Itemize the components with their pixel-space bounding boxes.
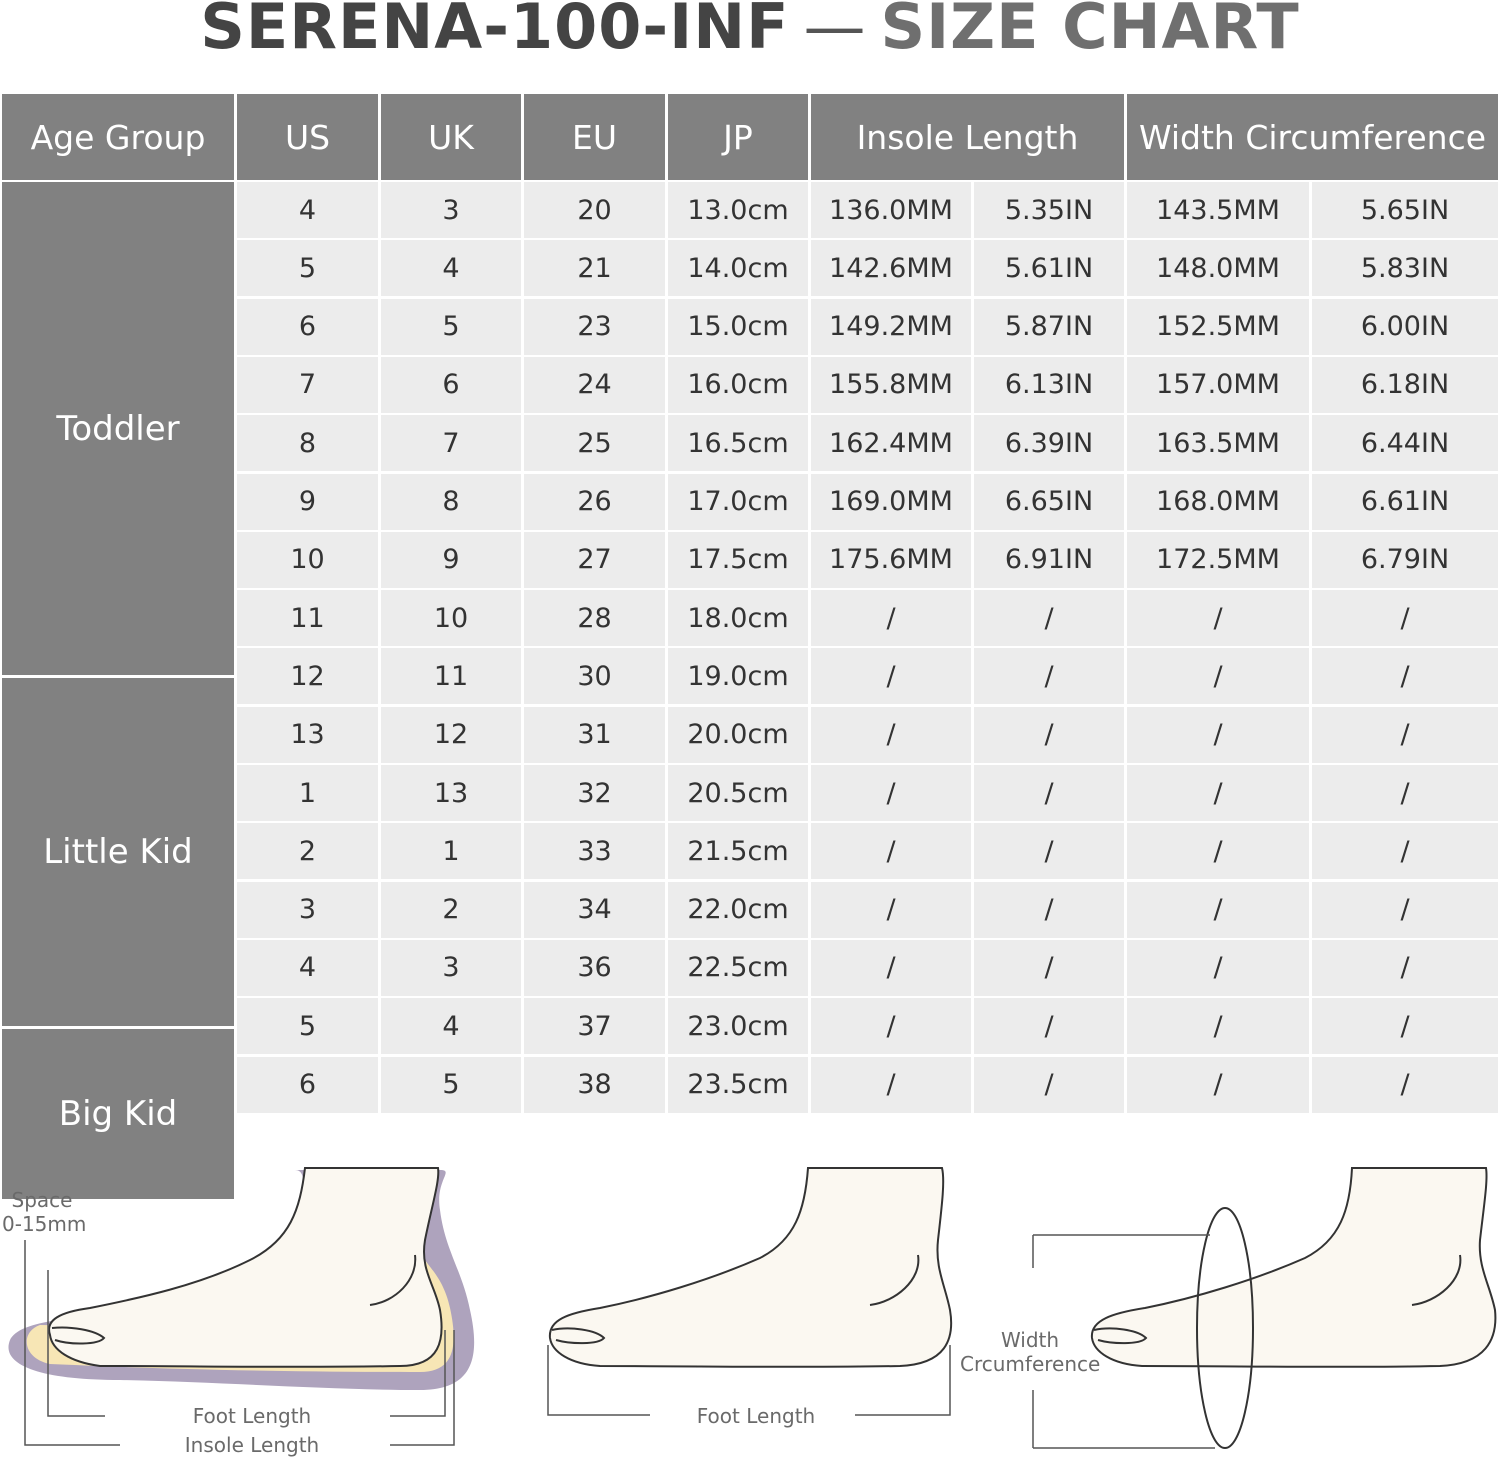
cell-insole-in: / [974, 998, 1124, 1054]
cell-insole-in: / [974, 765, 1124, 821]
cell-uk: 3 [381, 940, 521, 996]
cell-uk: 5 [381, 1057, 521, 1113]
cell-width-mm: 172.5MM [1127, 532, 1309, 588]
header-age-group: Age Group [2, 94, 234, 180]
cell-insole-mm: / [811, 998, 971, 1054]
cell-jp: 13.0cm [668, 182, 808, 238]
cell-us: 7 [237, 357, 378, 413]
width-circumference-diagram [1033, 1168, 1495, 1448]
cell-insole-in: 6.65IN [974, 474, 1124, 530]
cell-eu: 37 [524, 998, 665, 1054]
cell-uk: 10 [381, 590, 521, 646]
cell-width-in: 6.61IN [1312, 474, 1498, 530]
cell-width-in: / [1312, 940, 1498, 996]
cell-insole-mm: 136.0MM [811, 182, 971, 238]
cell-uk: 6 [381, 357, 521, 413]
cell-insole-mm: / [811, 882, 971, 938]
cell-uk: 7 [381, 415, 521, 471]
cell-jp: 18.0cm [668, 590, 808, 646]
cell-insole-in: 5.35IN [974, 182, 1124, 238]
cell-insole-in: 5.61IN [974, 240, 1124, 296]
header-us: US [237, 94, 378, 180]
cell-uk: 13 [381, 765, 521, 821]
cell-jp: 21.5cm [668, 823, 808, 879]
cell-width-in: 5.83IN [1312, 240, 1498, 296]
foot-length-label-2: Foot Length [696, 1404, 816, 1428]
cell-insole-mm: 162.4MM [811, 415, 971, 471]
cell-width-mm: 143.5MM [1127, 182, 1309, 238]
cell-insole-mm: / [811, 590, 971, 646]
cell-us: 8 [237, 415, 378, 471]
cell-width-in: / [1312, 765, 1498, 821]
cell-eu: 21 [524, 240, 665, 296]
cell-uk: 12 [381, 707, 521, 763]
cell-eu: 28 [524, 590, 665, 646]
cell-eu: 26 [524, 474, 665, 530]
cell-insole-mm: 175.6MM [811, 532, 971, 588]
group-little-kid: Little Kid [2, 678, 234, 1026]
cell-eu: 31 [524, 707, 665, 763]
header-width-circumference: Width Circumference [1127, 94, 1498, 180]
cell-uk: 4 [381, 240, 521, 296]
foot-length-label-1: Foot Length [192, 1404, 312, 1428]
page-title [0, 0, 1500, 63]
cell-width-mm: / [1127, 940, 1309, 996]
cell-width-in: / [1312, 590, 1498, 646]
cell-us: 1 [237, 765, 378, 821]
cell-jp: 23.5cm [668, 1057, 808, 1113]
cell-eu: 20 [524, 182, 665, 238]
cell-width-in: 5.65IN [1312, 182, 1498, 238]
cell-jp: 15.0cm [668, 299, 808, 355]
cell-insole-in: / [974, 940, 1124, 996]
insole-length-label: Insole Length [184, 1433, 320, 1457]
cell-eu: 24 [524, 357, 665, 413]
cell-jp: 17.0cm [668, 474, 808, 530]
group-big-kid: Big Kid [2, 1029, 234, 1199]
cell-jp: 17.5cm [668, 532, 808, 588]
cell-width-mm: / [1127, 765, 1309, 821]
cell-jp: 16.0cm [668, 357, 808, 413]
cell-insole-mm: / [811, 707, 971, 763]
cell-jp: 22.5cm [668, 940, 808, 996]
cell-insole-mm: 149.2MM [811, 299, 971, 355]
cell-width-mm: 163.5MM [1127, 415, 1309, 471]
title-model-code: SERENA-100-INF [200, 0, 790, 63]
cell-us: 10 [237, 532, 378, 588]
cell-width-in: 6.18IN [1312, 357, 1498, 413]
width-label: Width [1000, 1328, 1060, 1352]
cell-insole-mm: / [811, 940, 971, 996]
cell-insole-mm: / [811, 823, 971, 879]
cell-width-in: 6.00IN [1312, 299, 1498, 355]
cell-width-mm: / [1127, 648, 1309, 704]
cell-eu: 23 [524, 299, 665, 355]
cell-insole-in: 6.91IN [974, 532, 1124, 588]
cell-uk: 9 [381, 532, 521, 588]
cell-insole-mm: 142.6MM [811, 240, 971, 296]
cell-jp: 16.5cm [668, 415, 808, 471]
foot-measurement-illustrations [0, 1140, 1500, 1460]
cell-width-in: / [1312, 1057, 1498, 1113]
cell-jp: 19.0cm [668, 648, 808, 704]
cell-width-in: / [1312, 882, 1498, 938]
title-size-chart: SIZE CHART [880, 0, 1300, 63]
cell-us: 9 [237, 474, 378, 530]
cell-uk: 3 [381, 182, 521, 238]
space-value: 0-15mm [2, 1212, 87, 1236]
circumference-label: Crcumference [960, 1352, 1101, 1376]
cell-insole-in: 6.39IN [974, 415, 1124, 471]
cell-us: 2 [237, 823, 378, 879]
cell-uk: 5 [381, 299, 521, 355]
cell-us: 6 [237, 1057, 378, 1113]
cell-width-in: 6.79IN [1312, 532, 1498, 588]
cell-us: 4 [237, 940, 378, 996]
header-insole-length: Insole Length [811, 94, 1124, 180]
cell-insole-in: / [974, 590, 1124, 646]
cell-width-mm: / [1127, 590, 1309, 646]
cell-width-in: / [1312, 998, 1498, 1054]
cell-width-mm: / [1127, 823, 1309, 879]
cell-eu: 33 [524, 823, 665, 879]
cell-width-mm: / [1127, 1057, 1309, 1113]
cell-jp: 14.0cm [668, 240, 808, 296]
cell-us: 11 [237, 590, 378, 646]
cell-us: 13 [237, 707, 378, 763]
cell-insole-mm: 169.0MM [811, 474, 971, 530]
header-jp: JP [668, 94, 808, 180]
cell-insole-in: / [974, 648, 1124, 704]
cell-width-in: / [1312, 707, 1498, 763]
cell-insole-in: / [974, 707, 1124, 763]
cell-width-mm: / [1127, 707, 1309, 763]
cell-jp: 23.0cm [668, 998, 808, 1054]
cell-width-mm: 157.0MM [1127, 357, 1309, 413]
cell-uk: 8 [381, 474, 521, 530]
cell-width-mm: / [1127, 998, 1309, 1054]
cell-insole-in: 6.13IN [974, 357, 1124, 413]
group-toddler: Toddler [2, 182, 234, 675]
cell-eu: 36 [524, 940, 665, 996]
cell-jp: 20.0cm [668, 707, 808, 763]
space-label: Space [11, 1188, 73, 1212]
title-separator: — [803, 0, 867, 63]
cell-us: 12 [237, 648, 378, 704]
cell-us: 3 [237, 882, 378, 938]
cell-eu: 32 [524, 765, 665, 821]
cell-uk: 4 [381, 998, 521, 1054]
cell-insole-mm: / [811, 1057, 971, 1113]
cell-us: 6 [237, 299, 378, 355]
header-uk: UK [381, 94, 521, 180]
cell-eu: 25 [524, 415, 665, 471]
cell-eu: 30 [524, 648, 665, 704]
foot-length-diagram [548, 1168, 951, 1415]
cell-us: 5 [237, 998, 378, 1054]
cell-insole-mm: / [811, 648, 971, 704]
cell-uk: 1 [381, 823, 521, 879]
cell-width-in: / [1312, 648, 1498, 704]
cell-insole-in: / [974, 823, 1124, 879]
cell-us: 4 [237, 182, 378, 238]
cell-width-mm: 148.0MM [1127, 240, 1309, 296]
cell-width-in: / [1312, 823, 1498, 879]
cell-width-mm: 168.0MM [1127, 474, 1309, 530]
cell-insole-in: / [974, 882, 1124, 938]
cell-us: 5 [237, 240, 378, 296]
cell-eu: 27 [524, 532, 665, 588]
cell-insole-in: / [974, 1057, 1124, 1113]
cell-width-in: 6.44IN [1312, 415, 1498, 471]
cell-insole-mm: 155.8MM [811, 357, 971, 413]
cell-width-mm: / [1127, 882, 1309, 938]
cell-insole-mm: / [811, 765, 971, 821]
header-eu: EU [524, 94, 665, 180]
cell-uk: 11 [381, 648, 521, 704]
cell-jp: 22.0cm [668, 882, 808, 938]
cell-insole-in: 5.87IN [974, 299, 1124, 355]
cell-width-mm: 152.5MM [1127, 299, 1309, 355]
cell-eu: 38 [524, 1057, 665, 1113]
cell-eu: 34 [524, 882, 665, 938]
cell-jp: 20.5cm [668, 765, 808, 821]
cell-uk: 2 [381, 882, 521, 938]
